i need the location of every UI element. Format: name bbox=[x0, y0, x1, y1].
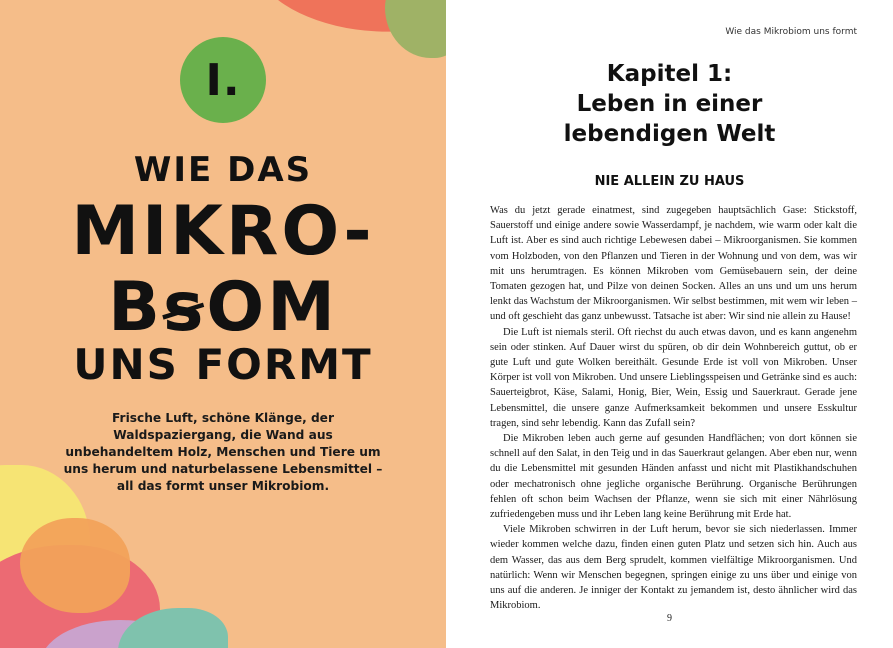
body-paragraph: Die Mikroben leben auch gerne auf gesunden Handflächen; von dort können sie schnell auf den Salat, in den Teig und in das Sauerkraut gelangen. Aber eben nur, wenn du die Lebensmittel mit gesunden Händen anfasst und nicht mit Plastikhandschuhen oder mechatronisch ohne jegliche organische Berührung. Organische Berührungen fehlen oft schon beim Wachsen der Pflanze, wenn sie sich mit einer Nährlösung zufriedengeben muss und ihr Leben lang keine Berührung mit Erde hat. bbox=[490, 433, 857, 521]
part-title-line-1: WIE DAS bbox=[133, 150, 313, 190]
left-page bbox=[0, 0, 446, 648]
chapter-title-line-1: Kapitel 1: bbox=[606, 61, 733, 87]
body-text bbox=[490, 203, 857, 613]
part-title-line-4: UNS FORMT bbox=[73, 340, 373, 389]
part-intro-text: Frische Luft, schöne Klänge, der Waldspaziergang, die Wand aus unbehandeltem Holz, Menschen und Tiere um uns herum und naturbelassene Lebensmittel – all das formt unser Mikrobiom. bbox=[63, 411, 383, 493]
decorative-blob-green bbox=[385, 0, 446, 58]
chapter-numeral: I. bbox=[205, 54, 241, 106]
chapter-badge bbox=[180, 37, 266, 123]
page-number: 9 bbox=[667, 613, 672, 624]
chapter-title-line-2: Leben in einer bbox=[576, 91, 763, 117]
part-title-line-3: B⁠ꞩOM bbox=[108, 268, 338, 347]
body-paragraph: Was du jetzt gerade einatmest, sind zugegeben hauptsächlich Gase: Stickstoff, Sauerstoff und einige andere sowie Wasserdampf, je nachdem, wie warm oder kalt die Luft ist. Aber es sind auch richtige Lebewesen dabei – Mikroorganismen. Sie kommen vom Holzboden, von den Pflanzen und Tieren in der Wohnung und von dem, was wir mit uns herumtragen. Es können Mikroben vom Gemüsebauern sein, der deine Tomaten gezogen hat, und Pilze von deinen Socken. Alles an uns und um uns herum lenkt das Wachstum der Mikroorganismen. Wir selbst bestimmen, mit wem wir leben – und oft geschieht das ganz unbewusst. Tatsache ist aber: Wir sind nie allein zu Hause! bbox=[490, 205, 857, 323]
decorative-blob-orange bbox=[20, 518, 130, 613]
running-header: Wie das Mikrobiom uns formt bbox=[725, 27, 857, 37]
section-heading: NIE ALLEIN ZU HAUS bbox=[594, 174, 745, 189]
part-title-line-2: MIKRO- bbox=[71, 192, 375, 271]
body-paragraph: Viele Mikroben schwirren in der Luft herum, bevor sie sich niederlassen. Immer wieder kommen welche dazu, finden einen guten Platz und setzen sich hin. Auch aus dem Wasser, das aus dem Berg sprudelt, kommen vielfältige Mikroorganismen. Und natürlich: Wenn wir Menschen begegnen, springen einige zu uns über und einige von uns auf die anderen. Je inniger der Kontakt zu jemandem ist, desto ähnlicher wird das Mikrobiom. bbox=[490, 524, 857, 612]
body-paragraph: Die Luft ist niemals steril. Oft riechst du auch etwas davon, und es kann angenehm sein oder stinken. Auf Dauer wirst du spüren, ob dir dein Wohnbereich guttut, ob er gute Luft und gute Wolken bereithält. Gesunde Erde ist voll von Mikroben. Unser Körper ist voll von Mikroben. Und unsere Lieblingsspeisen und Getränke sind es auch: Sauerteigbrot, Käse, Salami, Honig, Bier, Wein, Essig und Sauerkraut. Gerade jene Lebensmittel, die unsere ganze Aufmerksamkeit bekommen und unsere Esskultur tragen, sind sehr lebendig. Kann das Zufall sein? bbox=[490, 326, 857, 429]
chapter-title-line-3: lebendigen Welt bbox=[563, 121, 776, 147]
right-page bbox=[446, 0, 893, 648]
